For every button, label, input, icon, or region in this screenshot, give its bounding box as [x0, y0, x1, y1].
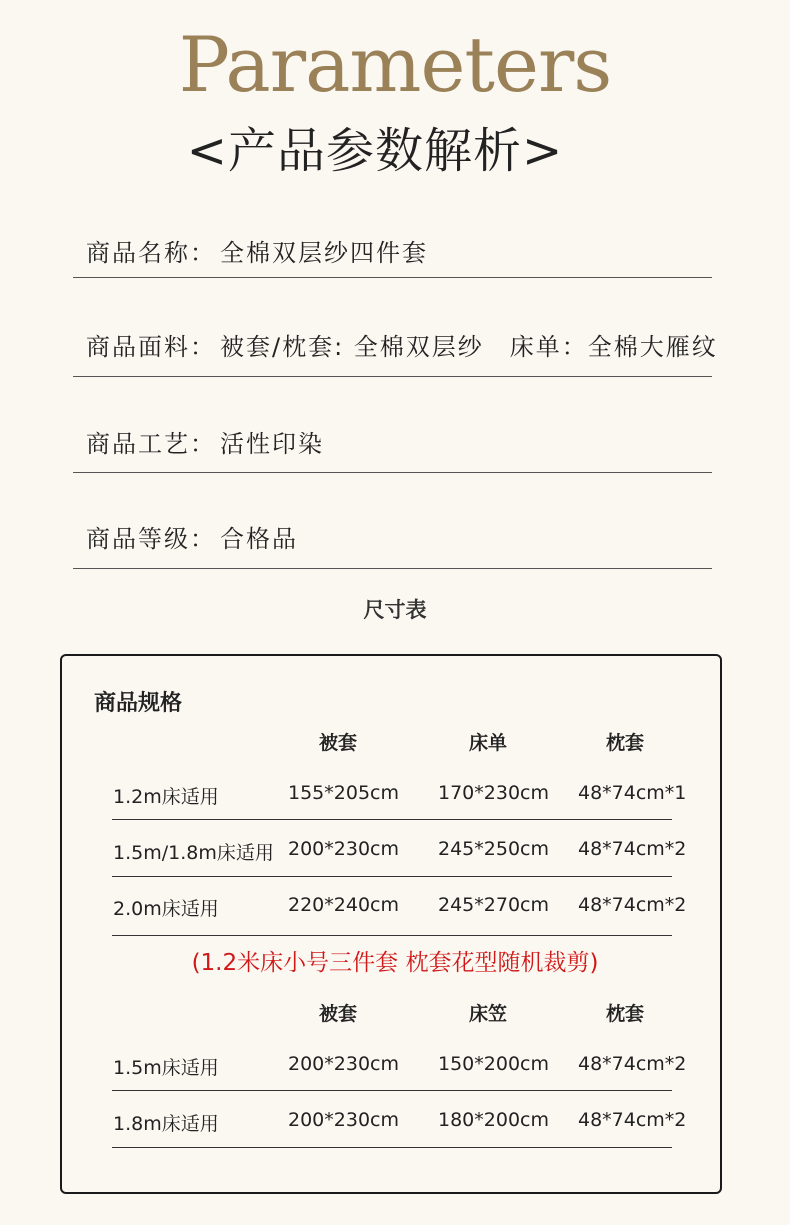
table1-cell-pillow: 48*74cm*2 — [578, 894, 687, 916]
param-value: 合格品 — [220, 525, 298, 553]
param-value: 被套/枕套: 全棉双层纱 床单：全棉大雁纹 — [220, 333, 718, 361]
param-label: 商品面料： — [86, 333, 216, 361]
table2-cell-sheet: 150*200cm — [438, 1053, 549, 1075]
page-title-chinese: <产品参数解析> — [186, 123, 564, 179]
table-divider — [112, 935, 672, 936]
spec-label: 商品规格 — [94, 691, 183, 716]
table2-cell-sheet: 180*200cm — [438, 1109, 549, 1131]
table2-cell-duvet: 200*230cm — [288, 1053, 399, 1075]
table1-cell-sheet: 245*270cm — [438, 894, 549, 916]
table-divider — [112, 819, 672, 820]
table-divider — [112, 1147, 672, 1148]
table-divider — [112, 1090, 672, 1091]
table2-cell-pillow: 48*74cm*2 — [578, 1053, 687, 1075]
table1-header-pillow: 枕套 — [605, 732, 644, 754]
param-row-craft — [73, 424, 712, 473]
note-text: (1.2米床小号三件套 枕套花型随机裁剪) — [191, 950, 599, 976]
param-label: 商品等级： — [86, 525, 216, 553]
table1-header-sheet: 床单 — [468, 732, 507, 754]
table1-cell-duvet: 155*205cm — [288, 782, 399, 804]
table1-cell-sheet: 245*250cm — [438, 838, 549, 860]
table2-cell-size: 1.8m床适用 — [113, 1113, 219, 1135]
table1-cell-size: 1.2m床适用 — [113, 786, 219, 808]
table1-cell-duvet: 220*240cm — [288, 894, 399, 916]
table1-cell-size: 1.5m/1.8m床适用 — [113, 842, 274, 864]
table2-cell-duvet: 200*230cm — [288, 1109, 399, 1131]
table1-cell-size: 2.0m床适用 — [113, 898, 219, 920]
table2-cell-size: 1.5m床适用 — [113, 1057, 219, 1079]
param-value: 全棉双层纱四件套 — [220, 239, 428, 267]
param-row-grade — [73, 519, 712, 569]
table-divider — [112, 876, 672, 877]
param-label: 商品名称： — [86, 239, 216, 267]
table1-cell-sheet: 170*230cm — [438, 782, 549, 804]
table2-header-fitted-sheet: 床笠 — [468, 1003, 507, 1025]
table2-cell-pillow: 48*74cm*2 — [578, 1109, 687, 1131]
table2-header-duvet: 被套 — [318, 1003, 357, 1025]
param-label: 商品工艺： — [86, 430, 216, 458]
param-row-name — [73, 233, 712, 278]
table1-cell-pillow: 48*74cm*2 — [578, 838, 687, 860]
size-table-title: 尺寸表 — [363, 598, 427, 622]
page-title-english: Parameters — [178, 20, 612, 109]
table1-cell-pillow: 48*74cm*1 — [578, 782, 687, 804]
param-row-fabric — [73, 327, 718, 377]
param-value: 活性印染 — [220, 430, 324, 458]
table2-header-pillow: 枕套 — [605, 1003, 644, 1025]
table1-cell-duvet: 200*230cm — [288, 838, 399, 860]
table1-header-duvet: 被套 — [318, 732, 357, 754]
